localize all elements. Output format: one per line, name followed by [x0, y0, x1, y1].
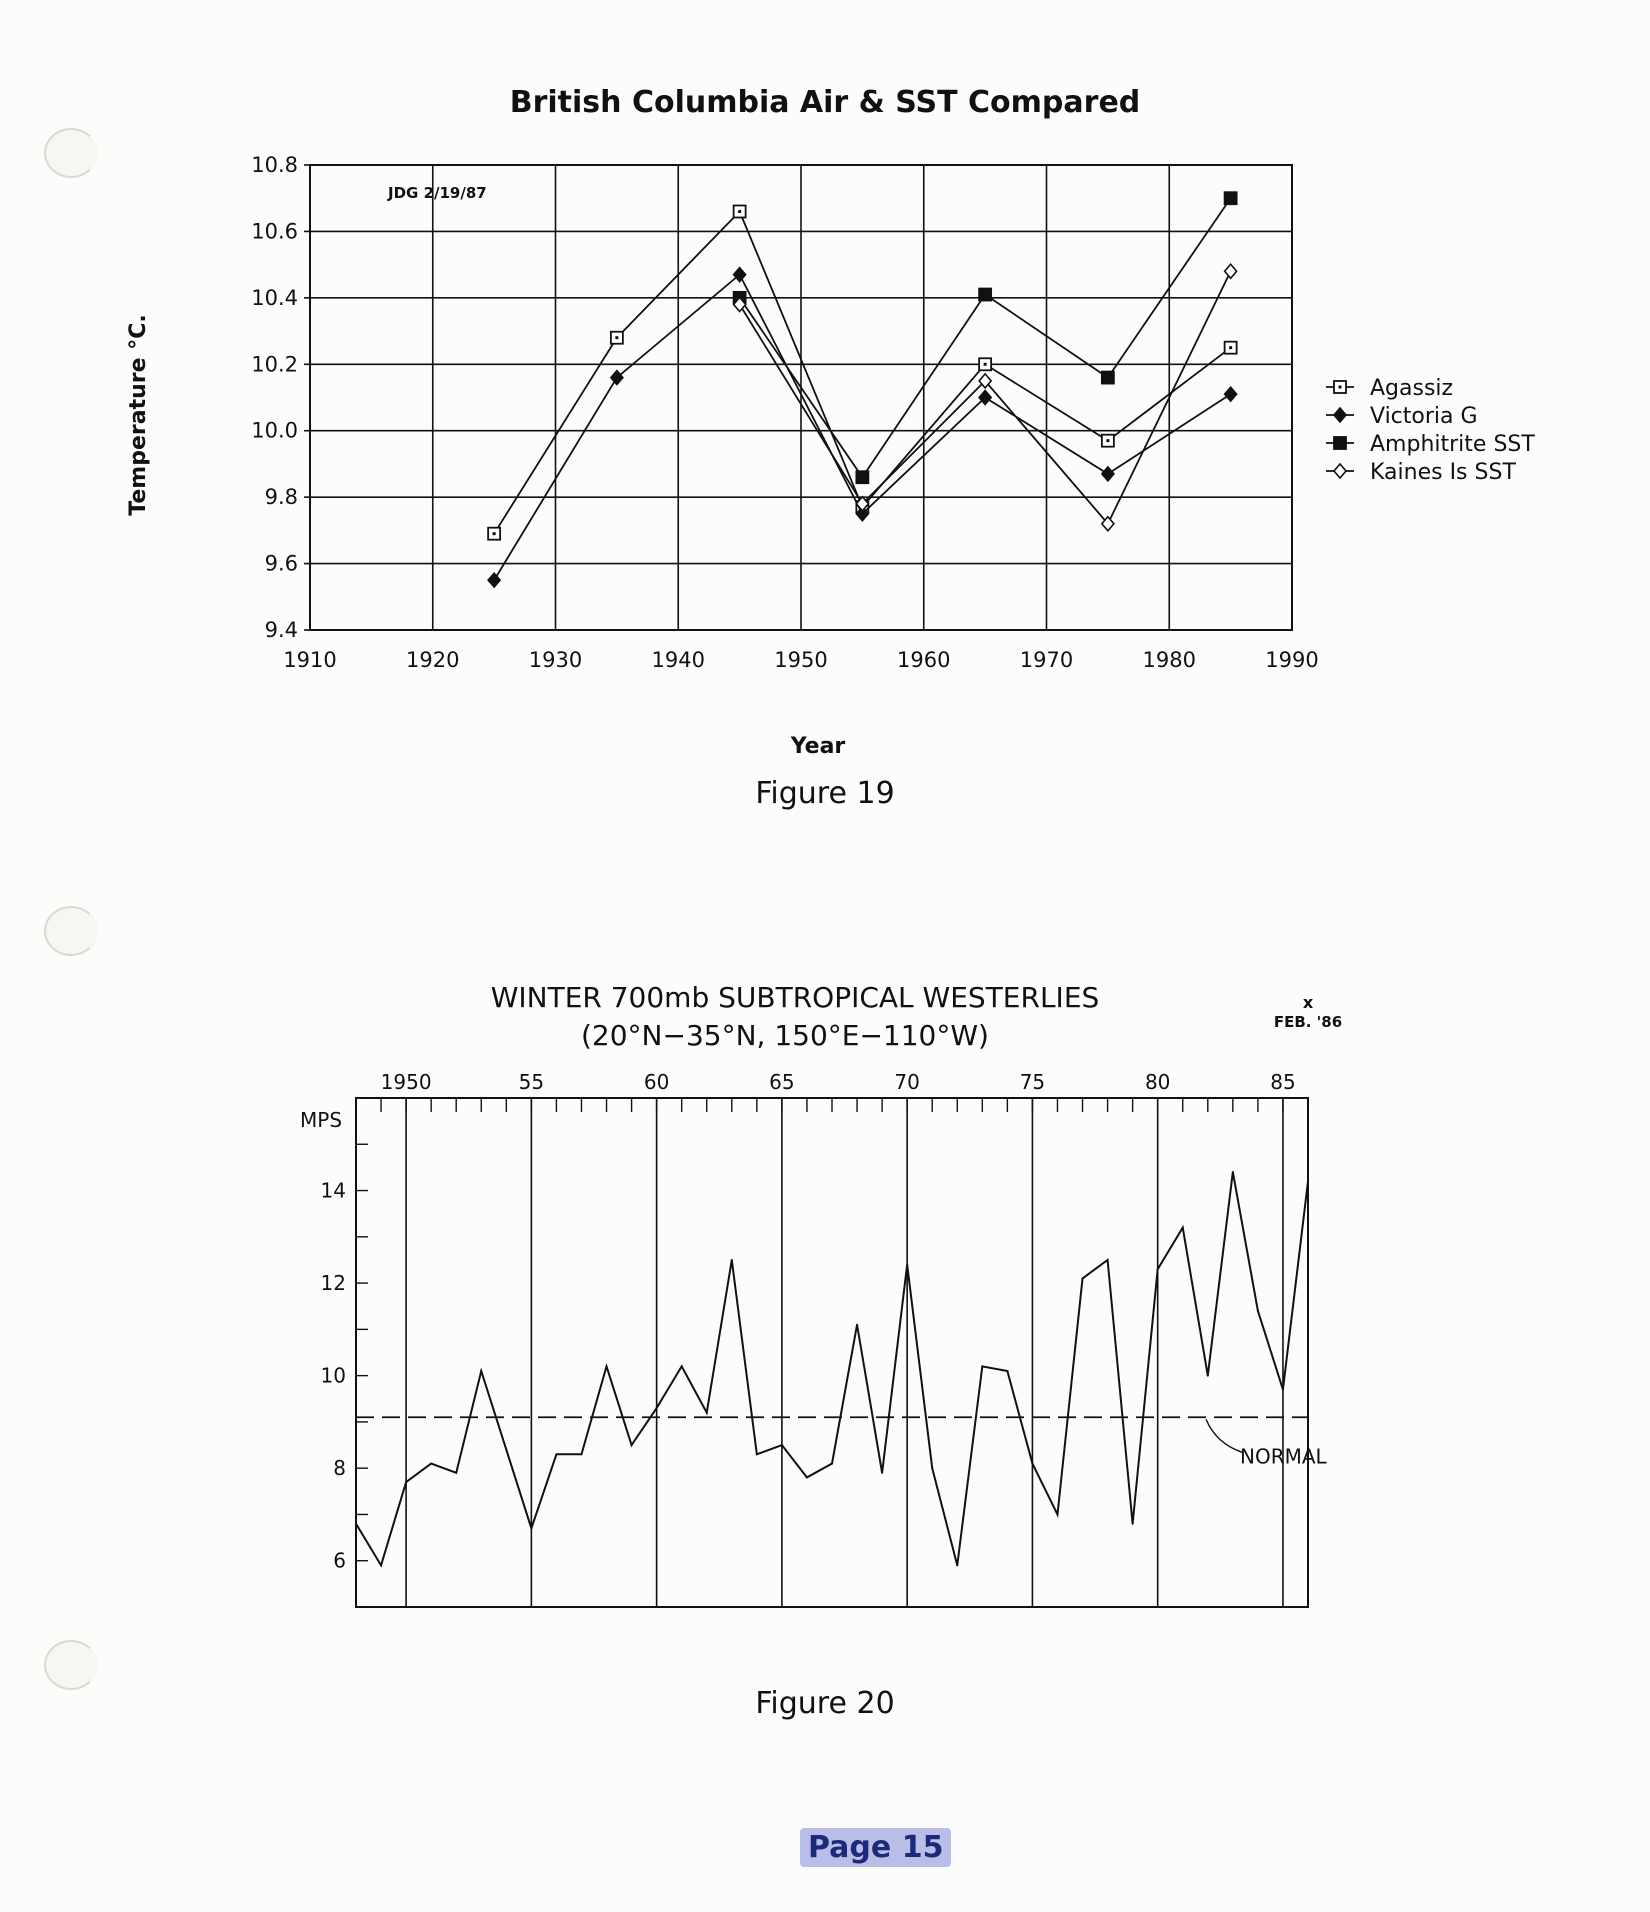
data-point	[1334, 437, 1346, 449]
legend-label: Amphitrite SST	[1370, 432, 1535, 457]
data-point	[706, 1412, 708, 1414]
data-point	[981, 1365, 983, 1367]
legend-item	[1326, 432, 1535, 457]
legend-item	[1326, 376, 1453, 401]
figure-caption: Figure 19	[755, 776, 895, 811]
data-point-dot	[1106, 439, 1109, 442]
data-point	[734, 268, 746, 282]
series-group	[488, 192, 1237, 587]
y-tick-label: 10.8	[251, 153, 298, 177]
data-point	[1334, 464, 1346, 478]
data-point	[956, 1564, 958, 1566]
data-point	[856, 471, 868, 483]
data-point	[856, 1324, 858, 1326]
y-axis-label: MPS	[300, 1108, 343, 1132]
y-tick-label: 10.4	[251, 285, 298, 310]
data-point	[979, 289, 991, 301]
data-point	[1031, 1463, 1033, 1465]
data-point	[1282, 1389, 1284, 1391]
data-point	[631, 1444, 633, 1446]
data-point	[781, 1444, 783, 1446]
data-point	[1232, 1171, 1234, 1173]
x-tick-label: 1950	[774, 648, 828, 672]
legend-label: Kaines Is SST	[1370, 460, 1516, 485]
data-point	[505, 1449, 507, 1451]
x-tick-label: 1970	[1019, 648, 1074, 672]
normal-label: NORMAL	[1240, 1444, 1327, 1469]
data-point	[1257, 1310, 1259, 1312]
data-point	[1307, 1180, 1309, 1182]
legend-label: Victoria G	[1370, 404, 1478, 429]
data-point	[1225, 387, 1237, 401]
normal-leader	[1206, 1419, 1242, 1452]
figure-caption: Figure 20	[755, 1686, 895, 1721]
data-point	[1157, 1268, 1159, 1270]
grid	[356, 1098, 1308, 1607]
x-tick-label: 80	[1144, 1070, 1171, 1094]
data-point-dot	[984, 363, 987, 366]
y-tick-label: 9.8	[264, 485, 298, 510]
data-point-dot	[1339, 386, 1342, 389]
normal-line	[356, 1417, 1328, 1468]
data-point	[906, 1264, 908, 1266]
data-point	[1056, 1513, 1058, 1515]
grid	[310, 165, 1292, 630]
data-point	[355, 1523, 357, 1525]
x-tick-label: 1990	[1265, 648, 1319, 672]
series-group	[355, 1171, 1309, 1566]
y-tick-label: 10.0	[251, 418, 298, 443]
data-point-dot	[615, 336, 618, 339]
y-tick-label: 9.6	[264, 551, 298, 576]
chart-subtitle: (20°N−35°N, 150°E−110°W)	[581, 1019, 989, 1052]
x-tick-label: 1960	[897, 648, 951, 672]
series-line	[740, 198, 1231, 477]
data-point	[1207, 1375, 1209, 1377]
data-point	[530, 1527, 532, 1529]
data-point	[756, 1453, 758, 1455]
y-tick-label: 9.4	[264, 618, 298, 642]
data-point	[455, 1472, 457, 1474]
data-point	[681, 1365, 683, 1367]
x-tick-label: 1950	[380, 1070, 432, 1094]
data-point	[1225, 192, 1237, 204]
y-axis-label: Temperature °C.	[126, 314, 151, 516]
data-point	[430, 1463, 432, 1465]
data-point	[1102, 467, 1114, 481]
x-axis-label: Year	[790, 734, 846, 759]
x-tick-label: 1940	[651, 648, 705, 672]
data-point	[555, 1453, 557, 1455]
data-point-dot	[1229, 346, 1232, 349]
data-point	[656, 1407, 658, 1409]
corner-mark: x	[1302, 993, 1314, 1012]
legend-item	[1326, 460, 1516, 485]
x-tick-label: 85	[1270, 1070, 1296, 1094]
corner-note: FEB. '86	[1273, 1013, 1343, 1031]
series-line	[356, 1172, 1308, 1565]
data-point	[881, 1472, 883, 1474]
y-tick-label: 14	[320, 1178, 346, 1203]
y-tick-label: 8	[333, 1456, 346, 1481]
x-tick-label: 60	[643, 1070, 670, 1094]
data-point	[405, 1481, 407, 1483]
data-point	[606, 1365, 608, 1367]
y-tick-label: 6	[333, 1548, 346, 1573]
legend-item	[1326, 404, 1478, 429]
chart-title: British Columbia Air & SST Compared	[509, 85, 1141, 120]
data-point	[831, 1463, 833, 1465]
data-point	[488, 573, 500, 587]
data-point	[1107, 1259, 1109, 1261]
data-point-dot	[738, 210, 741, 213]
legend-label: Agassiz	[1370, 376, 1454, 401]
data-point	[580, 1453, 582, 1455]
y-tick-label: 10.6	[251, 219, 298, 244]
data-point	[1082, 1277, 1084, 1279]
x-tick-label: 1930	[528, 648, 583, 672]
data-point	[731, 1259, 733, 1261]
x-tick-label: 65	[769, 1070, 795, 1094]
figure-20-chart	[0, 940, 1650, 1740]
figure-19-chart	[0, 0, 1650, 830]
data-point	[480, 1370, 482, 1372]
x-tick-label: 1910	[283, 648, 337, 672]
data-point	[1334, 408, 1346, 422]
chart-annotation: JDG 2/19/87	[388, 184, 487, 202]
axis-ticks	[321, 1070, 1308, 1607]
y-tick-label: 12	[320, 1271, 346, 1296]
x-tick-label: 70	[894, 1070, 920, 1094]
page-number-badge: Page 15	[800, 1828, 951, 1867]
data-point	[1132, 1523, 1134, 1525]
x-tick-label: 1920	[406, 648, 460, 672]
data-point	[1102, 372, 1114, 384]
series-line	[494, 212, 1231, 534]
data-point-dot	[493, 532, 496, 535]
x-tick-label: 1980	[1142, 648, 1196, 672]
data-point	[806, 1476, 808, 1478]
legend	[1326, 376, 1535, 485]
y-tick-label: 10	[320, 1363, 346, 1388]
x-tick-label: 55	[518, 1070, 545, 1094]
x-tick-label: 75	[1019, 1070, 1046, 1094]
data-point	[1225, 264, 1237, 278]
data-point	[1182, 1227, 1184, 1229]
data-point	[380, 1564, 382, 1566]
data-point	[1006, 1370, 1008, 1372]
plot-frame	[356, 1098, 1308, 1607]
data-point	[611, 371, 623, 385]
series-line	[494, 275, 1231, 581]
y-tick-label: 10.2	[251, 352, 298, 377]
data-point	[931, 1467, 933, 1469]
chart-title: WINTER 700mb SUBTROPICAL WESTERLIES	[490, 981, 1100, 1014]
